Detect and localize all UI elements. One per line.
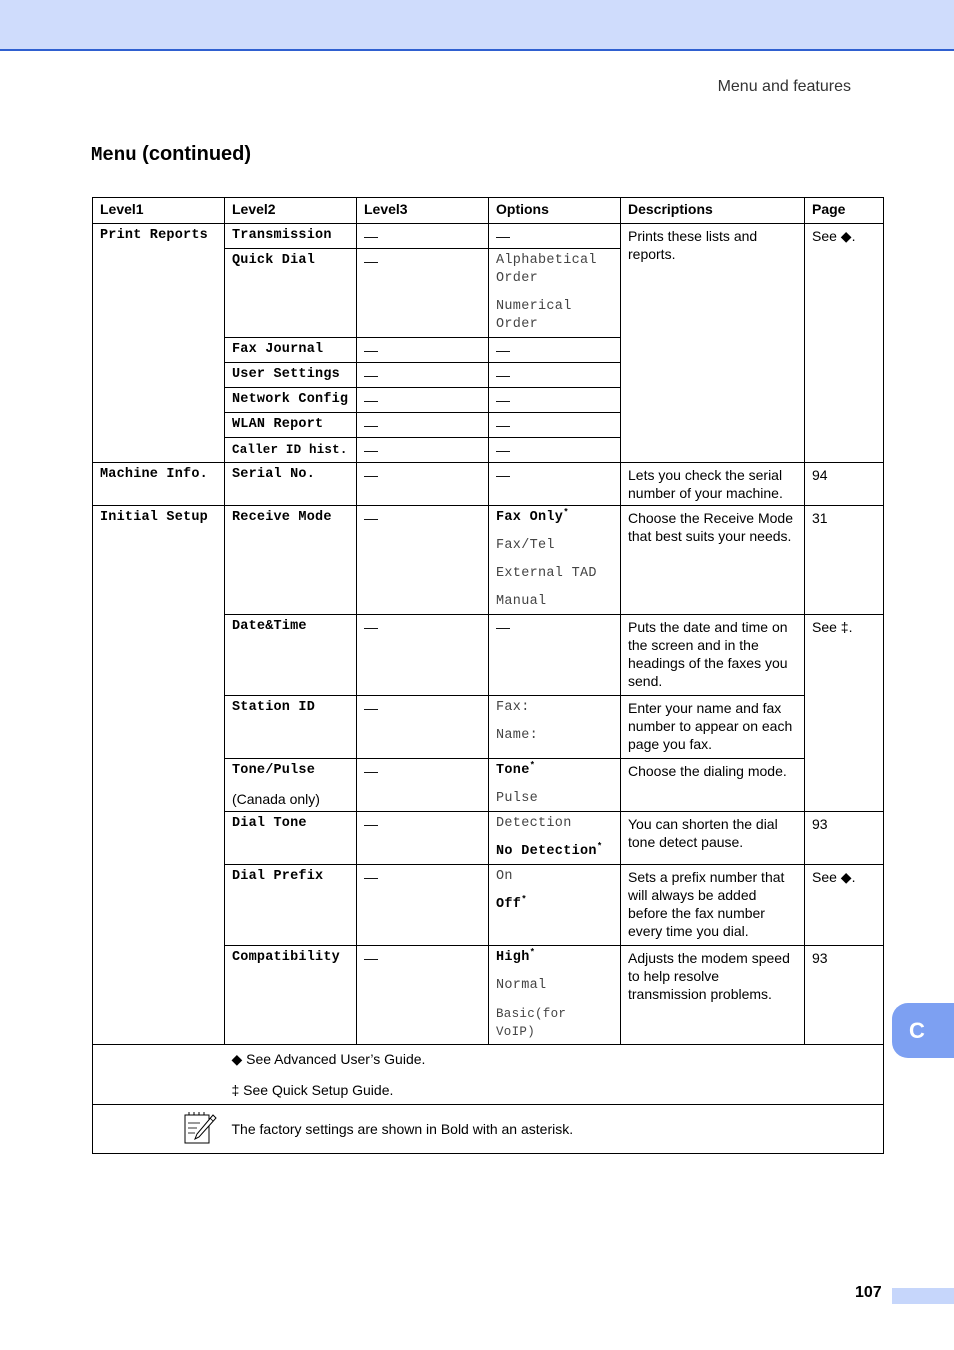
option-detection: Detection — [496, 816, 572, 831]
page-title — [91, 143, 251, 166]
level3-dash: — — [357, 463, 489, 506]
description-dial-tone: You can shorten the dial tone detect pause. — [621, 812, 805, 865]
level3-dash: — — [357, 696, 489, 759]
description-dial-prefix: Sets a prefix number that will always be added before the fax number every time you dial. — [621, 865, 805, 946]
level2-dial-tone: Dial Tone — [225, 812, 357, 865]
table-row — [93, 463, 884, 506]
level3-dash: — — [357, 438, 489, 463]
options-compatibility — [489, 946, 621, 1045]
col-level3: Level3 — [357, 198, 489, 224]
level2-canada-note: (Canada only) — [232, 791, 320, 807]
level2-wlan-report: WLAN Report — [225, 413, 357, 438]
title-mono: Menu — [91, 144, 137, 166]
option-normal: Normal — [496, 978, 547, 993]
page-receive-mode: 31 — [805, 506, 884, 615]
level3-dash: — — [357, 759, 489, 812]
level3-dash: — — [357, 363, 489, 388]
table-header-row — [93, 198, 884, 224]
col-level2: Level2 — [225, 198, 357, 224]
option-off: Off* — [496, 894, 527, 912]
options-dash: — — [489, 413, 621, 438]
option-external-tad: External TAD — [496, 566, 597, 581]
level3-dash: — — [357, 865, 489, 946]
option-alphabetical: Alphabetical Order — [496, 253, 597, 286]
note-icon-cell — [93, 1105, 225, 1154]
page-number-bar — [892, 1288, 954, 1304]
level3-dash: — — [357, 413, 489, 438]
level2-station-id: Station ID — [225, 696, 357, 759]
option-high: High* — [496, 947, 536, 965]
options-dash: — — [489, 363, 621, 388]
description-compatibility: Adjusts the modem speed to help resolve transmission problems. — [621, 946, 805, 1045]
level2-serial-no: Serial No. — [225, 463, 357, 506]
page-date-time: See ‡. — [805, 615, 884, 812]
description-tone-pulse: Choose the dialing mode. — [621, 759, 805, 812]
options-dial-tone — [489, 812, 621, 865]
page-dial-tone: 93 — [805, 812, 884, 865]
level2-compatibility: Compatibility — [225, 946, 357, 1045]
level3-dash: — — [357, 388, 489, 413]
level2-fax-journal: Fax Journal — [225, 338, 357, 363]
chapter-tab: C — [892, 1003, 954, 1058]
option-fax-tel: Fax/Tel — [496, 538, 555, 553]
options-station-id — [489, 696, 621, 759]
page-number: 107 — [855, 1284, 882, 1301]
description-receive-mode: Choose the Receive Mode that best suits your needs. — [621, 506, 805, 615]
level2-date-time: Date&Time — [225, 615, 357, 696]
page-dial-prefix: See ◆. — [805, 865, 884, 946]
options-dash: — — [489, 463, 621, 506]
title-rest: (continued) — [136, 143, 252, 165]
level3-dash: — — [357, 615, 489, 696]
option-tone: Tone* — [496, 760, 536, 778]
option-manual: Manual — [496, 594, 547, 609]
note-row — [93, 1105, 884, 1154]
level2-receive-mode: Receive Mode — [225, 506, 357, 615]
top-color-band — [0, 0, 954, 51]
level2-tone-pulse: Tone/Pulse — [232, 763, 316, 778]
level2-transmission: Transmission — [225, 224, 357, 249]
running-header: Menu and features — [717, 78, 851, 95]
level2-user-settings: User Settings — [225, 363, 357, 388]
options-dash: — — [489, 338, 621, 363]
level2-caller-id-hist: Caller ID hist. — [225, 438, 357, 463]
level1-print-reports: Print Reports — [93, 224, 225, 463]
options-dash: — — [489, 438, 621, 463]
description-date-time: Puts the date and time on the screen and in the headings of the faxes you send. — [621, 615, 805, 696]
option-fax: Fax: — [496, 700, 530, 715]
note-pencil-icon — [183, 1111, 217, 1149]
options-dash: — — [489, 224, 621, 249]
description-station-id: Enter your name and fax number to appear on each page you fax. — [621, 696, 805, 759]
col-page: Page — [805, 198, 884, 224]
footnote-quick-setup: ‡ See Quick Setup Guide. — [231, 1082, 394, 1098]
table-row — [93, 506, 884, 615]
options-quick-dial — [489, 249, 621, 338]
option-name: Name: — [496, 728, 539, 743]
level3-dash: — — [357, 338, 489, 363]
option-basic-voip: Basic(for VoIP) — [496, 1007, 567, 1039]
level2-tone-pulse-cell — [225, 759, 357, 812]
menu-table — [92, 197, 884, 1154]
description-machine-info: Lets you check the serial number of your machine. — [621, 463, 805, 506]
level3-dash: — — [357, 224, 489, 249]
footnote-advanced-guide: ◆ See Advanced User’s Guide. — [231, 1051, 426, 1067]
option-on: On — [496, 869, 513, 884]
level2-quick-dial: Quick Dial — [225, 249, 357, 338]
option-pulse: Pulse — [496, 791, 539, 806]
level1-machine-info: Machine Info. — [93, 463, 225, 506]
col-level1: Level1 — [93, 198, 225, 224]
description-print-reports: Prints these lists and reports. — [621, 224, 805, 463]
level2-network-config: Network Config — [225, 388, 357, 413]
level2-dial-prefix: Dial Prefix — [225, 865, 357, 946]
note-text: The factory settings are shown in Bold with an asterisk. — [225, 1105, 884, 1154]
options-receive-mode — [489, 506, 621, 615]
page-compatibility: 93 — [805, 946, 884, 1045]
options-dash: — — [489, 615, 621, 696]
level3-dash: — — [357, 506, 489, 615]
option-numerical: Numerical Order — [496, 299, 572, 332]
level3-dash: — — [357, 946, 489, 1045]
options-dash: — — [489, 388, 621, 413]
footnotes-row — [93, 1045, 884, 1105]
col-options: Options — [489, 198, 621, 224]
level1-initial-setup: Initial Setup — [93, 506, 225, 1045]
level3-dash: — — [357, 812, 489, 865]
footnotes — [225, 1045, 884, 1105]
option-fax-only: Fax Only* — [496, 507, 569, 525]
table-row — [93, 224, 884, 249]
options-tone-pulse — [489, 759, 621, 812]
option-no-detection: No Detection* — [496, 841, 603, 859]
col-descriptions: Descriptions — [621, 198, 805, 224]
options-dial-prefix — [489, 865, 621, 946]
page-machine-info: 94 — [805, 463, 884, 506]
page-print-reports: See ◆. — [805, 224, 884, 463]
level3-dash: — — [357, 249, 489, 338]
